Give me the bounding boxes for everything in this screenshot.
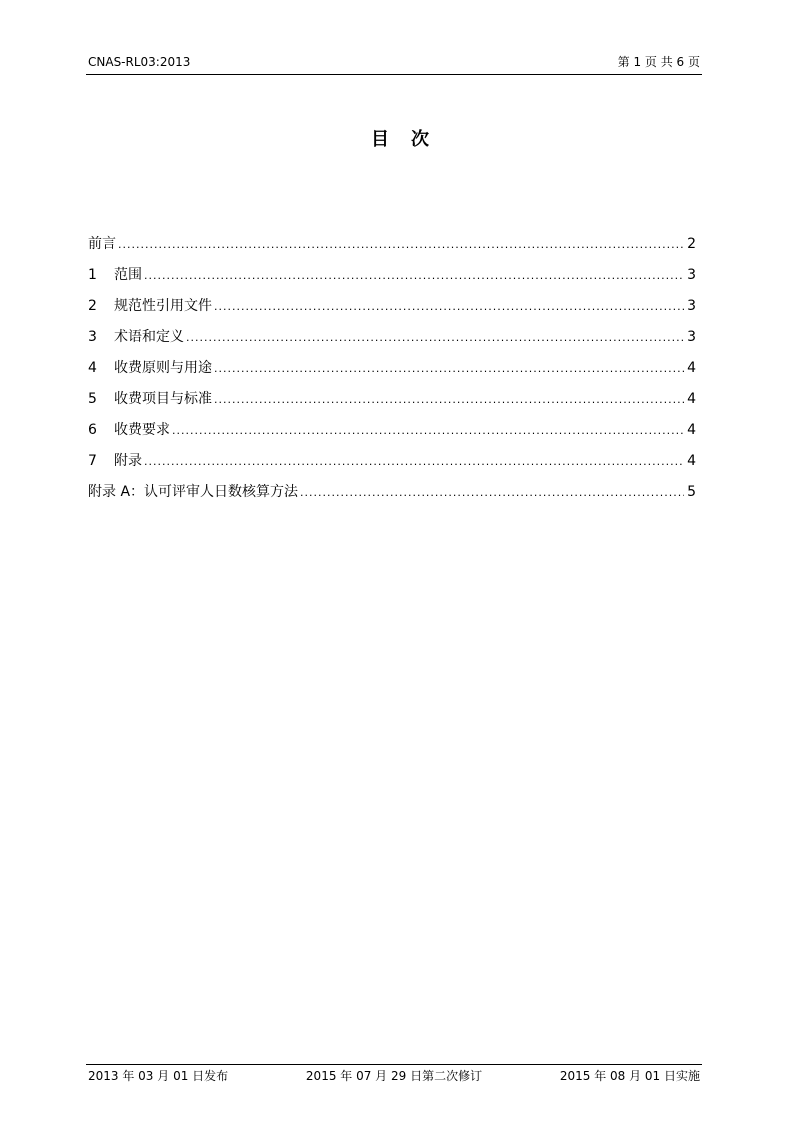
page-header [88, 54, 700, 70]
toc-label: 收费项目与标准 [114, 391, 212, 407]
toc-section-number: 2 [88, 298, 97, 314]
revision-date: 2015 年 07 月 29 日第二次修订 [305, 1069, 483, 1083]
toc-leader-dots [144, 266, 684, 286]
toc-page-number: 4 [687, 360, 696, 376]
toc-leader-dots [214, 297, 684, 317]
page-footer [88, 1068, 700, 1084]
toc-entry-appendix-a[interactable] [88, 482, 696, 513]
toc-section-number: 7 [88, 453, 97, 469]
toc-label: 附录 [114, 453, 142, 469]
toc-label: 术语和定义 [114, 329, 184, 345]
toc-label: 前言 [88, 236, 116, 252]
toc-leader-dots [186, 328, 684, 348]
toc-entry-scope[interactable] [88, 265, 696, 296]
title-char-2: 次 [411, 129, 429, 150]
toc-page-number: 3 [687, 298, 696, 314]
toc-page-number: 5 [687, 484, 696, 500]
toc-leader-dots [172, 421, 684, 441]
toc-page-number: 4 [687, 422, 696, 438]
toc-leader-dots [214, 390, 684, 410]
page-number-info: 第 1 页 共 6 页 [617, 55, 700, 69]
toc-label: 规范性引用文件 [114, 298, 212, 314]
toc-leader-dots [118, 235, 684, 255]
toc-label: 附录 A：认可评审人日数核算方法 [88, 484, 299, 500]
toc-section-number: 5 [88, 391, 97, 407]
toc-entry-fee-principles[interactable] [88, 358, 696, 389]
toc-entry-terms-definitions[interactable] [88, 327, 696, 358]
title-char-1: 目 [371, 129, 389, 150]
toc-label: 范围 [114, 267, 142, 283]
toc-page-number: 2 [687, 236, 696, 252]
toc-section-number: 1 [88, 267, 97, 283]
toc-page-number: 3 [687, 267, 696, 283]
toc-leader-dots [214, 359, 684, 379]
header-divider [86, 74, 702, 75]
footer-divider [86, 1064, 702, 1065]
toc-page-number: 4 [687, 453, 696, 469]
toc-page-number: 4 [687, 391, 696, 407]
toc-leader-dots [300, 483, 684, 503]
toc-section-number: 6 [88, 422, 97, 438]
toc-entry-fee-requirements[interactable] [88, 420, 696, 451]
toc-entry-normative-references[interactable] [88, 296, 696, 327]
toc-section-number: 3 [88, 329, 97, 345]
toc-entry-fee-items[interactable] [88, 389, 696, 420]
toc-section-number: 4 [88, 360, 97, 376]
toc-label: 收费原则与用途 [114, 360, 212, 376]
toc-label: 收费要求 [114, 422, 170, 438]
table-of-contents [88, 234, 696, 513]
toc-leader-dots [144, 452, 684, 472]
toc-entry-foreword[interactable] [88, 234, 696, 265]
page-title [0, 125, 800, 151]
toc-page-number: 3 [687, 329, 696, 345]
toc-entry-appendix[interactable] [88, 451, 696, 482]
effective-date: 2015 年 08 月 01 日实施 [559, 1069, 700, 1083]
document-code: CNAS-RL03:2013 [88, 55, 191, 69]
issue-date: 2013 年 03 月 01 日发布 [88, 1069, 229, 1083]
